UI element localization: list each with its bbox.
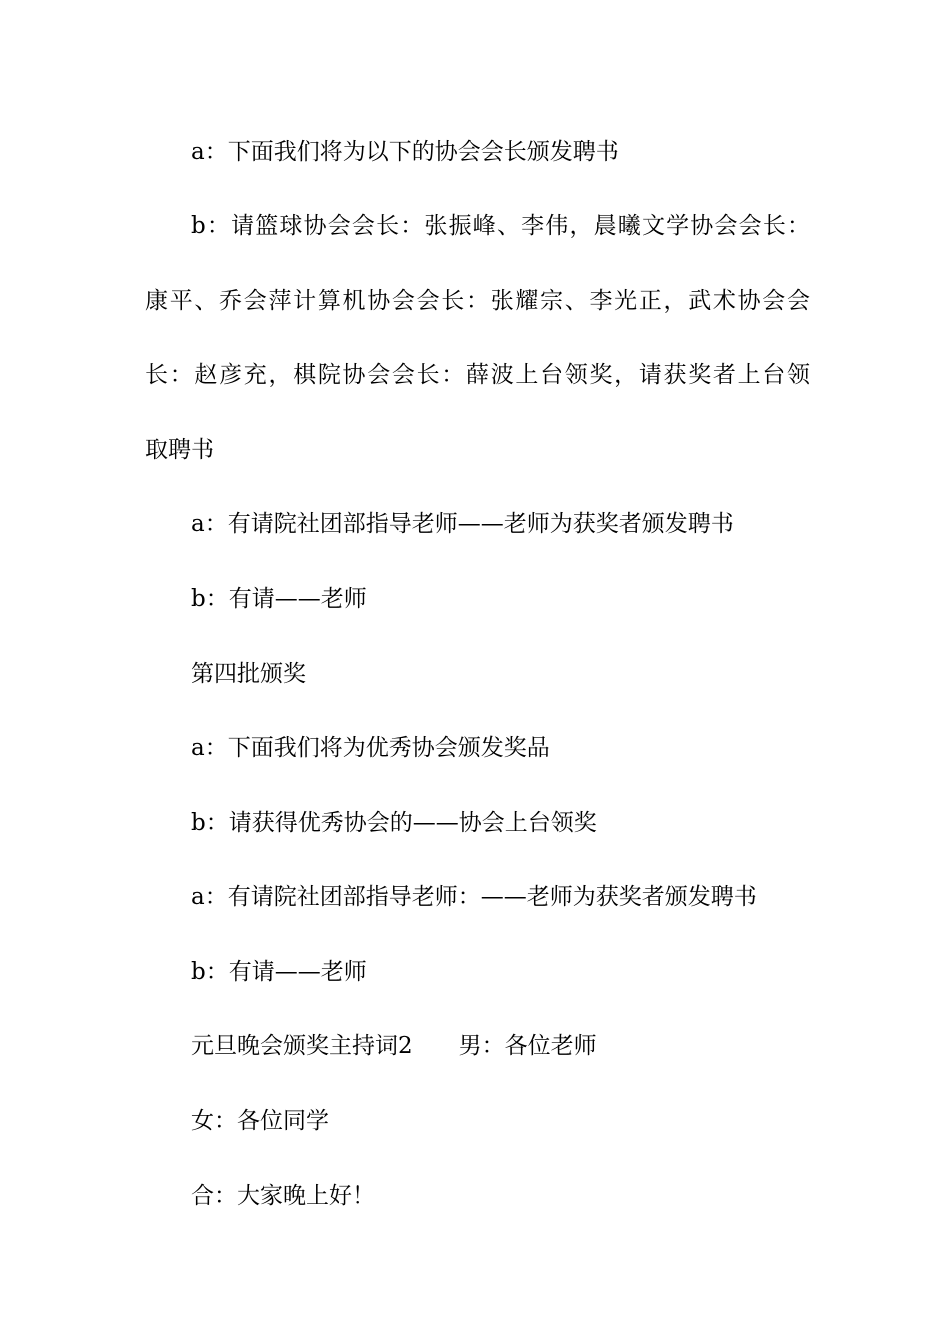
paragraph-line: 长：赵彦充，棋院协会会长：薛波上台领奖，请获奖者上台领 bbox=[145, 362, 810, 388]
paragraph-line: 康平、乔会萍计算机协会会长：张耀宗、李光正，武术协会会 bbox=[145, 288, 810, 314]
paragraph-line: a：下面我们将为优秀协会颁发奖品 bbox=[191, 735, 550, 761]
dialogue-line: 男：各位老师 bbox=[458, 1033, 597, 1059]
paragraph-line: b：请获得优秀协会的——协会上台领奖 bbox=[191, 810, 597, 836]
paragraph-line bbox=[191, 1031, 856, 1061]
paragraph-line: b：有请——老师 bbox=[191, 586, 367, 612]
paragraph-line: 合：大家晚上好！ bbox=[191, 1183, 375, 1209]
paragraph-line: 女：各位同学 bbox=[191, 1108, 329, 1134]
section-title: 元旦晚会颁奖主持词2 bbox=[191, 1033, 413, 1059]
paragraph-line: 取聘书 bbox=[145, 437, 214, 463]
paragraph-line: a：有请院社团部指导老师：——老师为获奖者颁发聘书 bbox=[191, 884, 757, 910]
paragraph-line: a：下面我们将为以下的协会会长颁发聘书 bbox=[191, 139, 619, 165]
paragraph-line: b：请篮球协会会长：张振峰、李伟，晨曦文学协会会长： bbox=[191, 213, 810, 239]
section-heading: 第四批颁奖 bbox=[191, 661, 306, 687]
paragraph-line: b：有请——老师 bbox=[191, 959, 367, 985]
paragraph-line: a：有请院社团部指导老师——老师为获奖者颁发聘书 bbox=[191, 511, 734, 537]
